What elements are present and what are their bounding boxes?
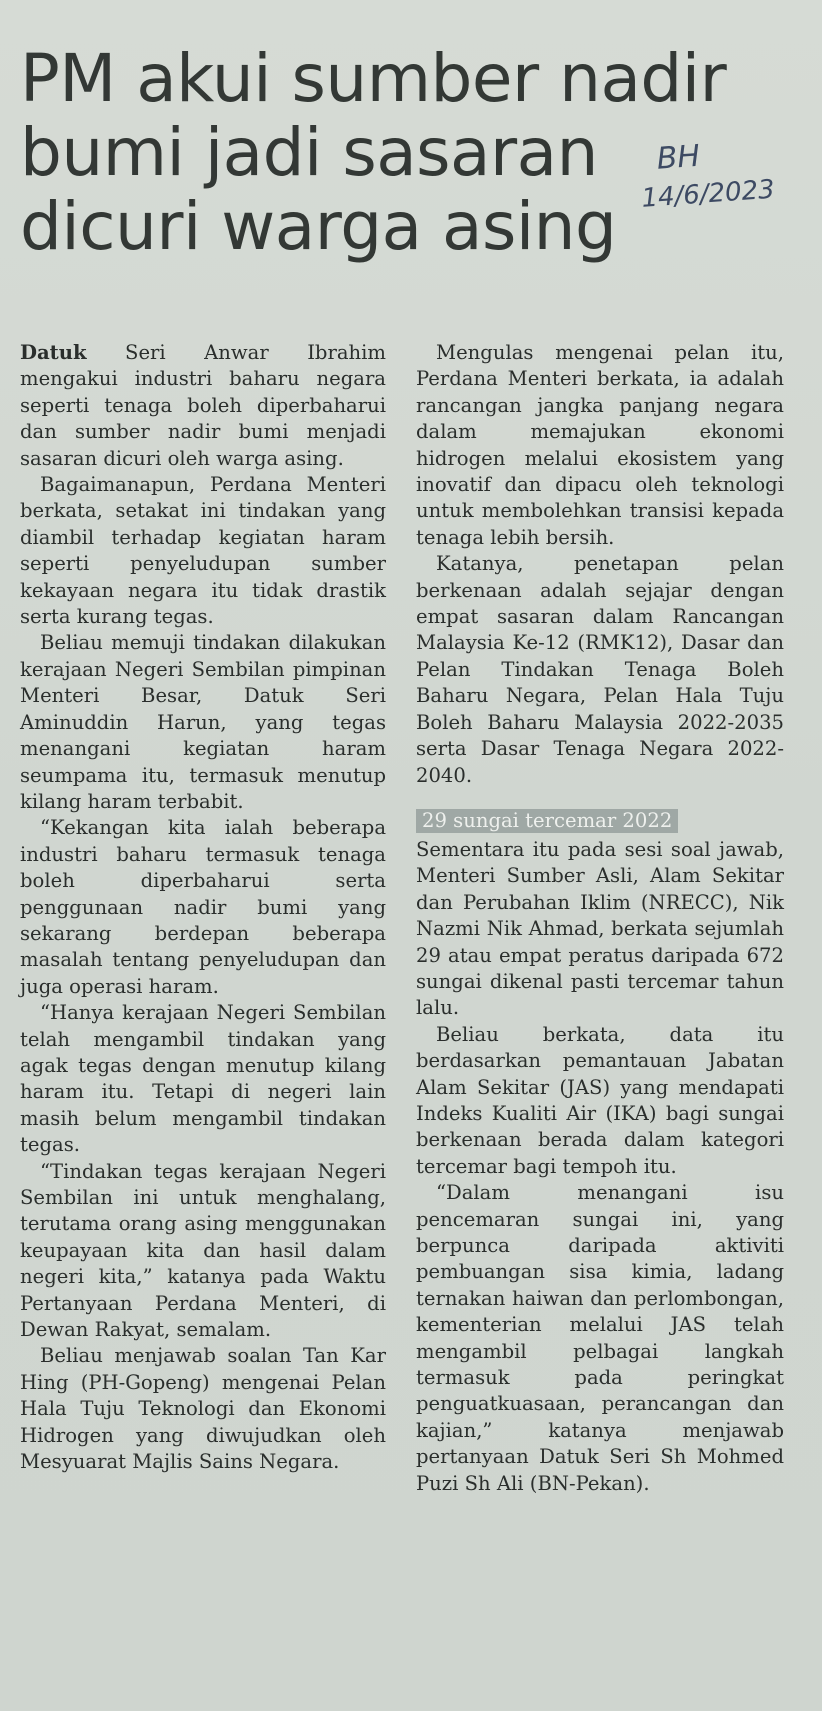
- paragraph: [20, 340, 386, 472]
- paragraph: Beliau menjawab soalan Tan Kar Hing (PH-Gopeng) mengenai Pelan Hala Tuju Teknologi dan Ekonomi Hidrogen yang diwujudkan oleh Mesyuarat Majlis Sains Negara.: [20, 1344, 386, 1474]
- section-subheading: 29 sungai tercemar 2022: [416, 809, 678, 833]
- paragraph: “Dalam menangani isu pencemaran sungai ini, yang berpunca daripada aktiviti pembuangan sisa kimia, ladang ternakan haiwan dan perlombongan, kementerian melalui JAS telah mengambil pelbagai langkah termasuk pada peringkat penguatkuasaan, perancangan dan kajian,” katanya menjawab pertanyaan Datuk Seri Sh Mohmed Puzi Sh Ali (BN-Pekan).: [416, 1181, 784, 1495]
- article-headline: PM akui sumber nadir bumi jadi sasaran dicuri warga asing: [20, 40, 727, 265]
- article-column-1: [20, 340, 386, 1475]
- paragraph: Bagaimanapun, Perdana Menteri berkata, setakat ini tindakan yang diambil terhadap kegiatan haram seperti penyeludupan sumber kekayaan negara itu tidak drastik serta kurang tegas.: [20, 473, 386, 629]
- lead-word: Datuk: [20, 341, 87, 364]
- paragraph: Beliau berkata, data itu berdasarkan pemantauan Jabatan Alam Sekitar (JAS) yang mendapati Indeks Kualiti Air (IKA) bagi sungai berkenaan berada dalam kategori tercemar bagi tempoh itu.: [416, 1022, 784, 1178]
- handwritten-note: [638, 132, 813, 216]
- handwritten-publication: BH: [655, 138, 702, 177]
- paragraph: Sementara itu pada sesi soal jawab, Menteri Sumber Asli, Alam Sekitar dan Perubahan Iklim (NRECC), Nik Nazmi Nik Ahmad, berkata sejumlah 29 atau empat peratus daripada 672 sungai dikenal pasti tercemar tahun lalu.: [416, 837, 784, 1020]
- paragraph: Mengulas mengenai pelan itu, Perdana Menteri berkata, ia adalah rancangan jangka panjang negara dalam memajukan ekonomi hidrogen melalui ekosistem yang inovatif dan dipacu oleh teknologi untuk membolehkan transisi kepada tenaga lebih bersih.: [416, 341, 784, 549]
- paragraph: “Kekangan kita ialah beberapa industri baharu termasuk tenaga boleh diperbaharui serta penggunaan nadir bumi yang sekarang berdepan beberapa masalah tentang penyeludupan dan juga operasi haram.: [20, 816, 386, 998]
- article-column-2: [416, 340, 784, 1497]
- paragraph: Katanya, penetapan pelan berkenaan adalah sejajar dengan empat sasaran dalam Rancangan Malaysia Ke-12 (RMK12), Dasar dan Pelan Tindakan Tenaga Boleh Baharu Negara, Pelan Hala Tuju Boleh Baharu Malaysia 2022-2035 serta Dasar Tenaga Negara 2022-2040.: [416, 552, 784, 787]
- paragraph: “Tindakan tegas kerajaan Negeri Sembilan ini untuk menghalang, terutama orang asing menggunakan keupayaan kita dan hasil dalam negeri kita,” katanya pada Waktu Pertanyaan Perdana Menteri, di Dewan Rakyat, semalam.: [20, 1159, 386, 1342]
- paragraph: “Hanya kerajaan Negeri Sembilan telah mengambil tindakan yang agak tegas dengan menutup kilang haram itu. Tetapi di negeri lain masih belum mengambil tindakan tegas.: [20, 1001, 386, 1157]
- paragraph: Beliau memuji tindakan dilakukan kerajaan Negeri Sembilan pimpinan Menteri Besar, Datuk Seri Aminuddin Harun, yang tegas menangani kegiatan haram seumpama itu, termasuk menutup kilang haram terbabit.: [20, 631, 386, 813]
- paragraph-text: Seri Anwar Ibrahim mengakui industri baharu negara seperti tenaga boleh diperbaharui dan sumber nadir bumi menjadi sasaran dicuri oleh warga asing.: [20, 341, 386, 470]
- handwritten-date: 14/6/2023: [640, 174, 776, 214]
